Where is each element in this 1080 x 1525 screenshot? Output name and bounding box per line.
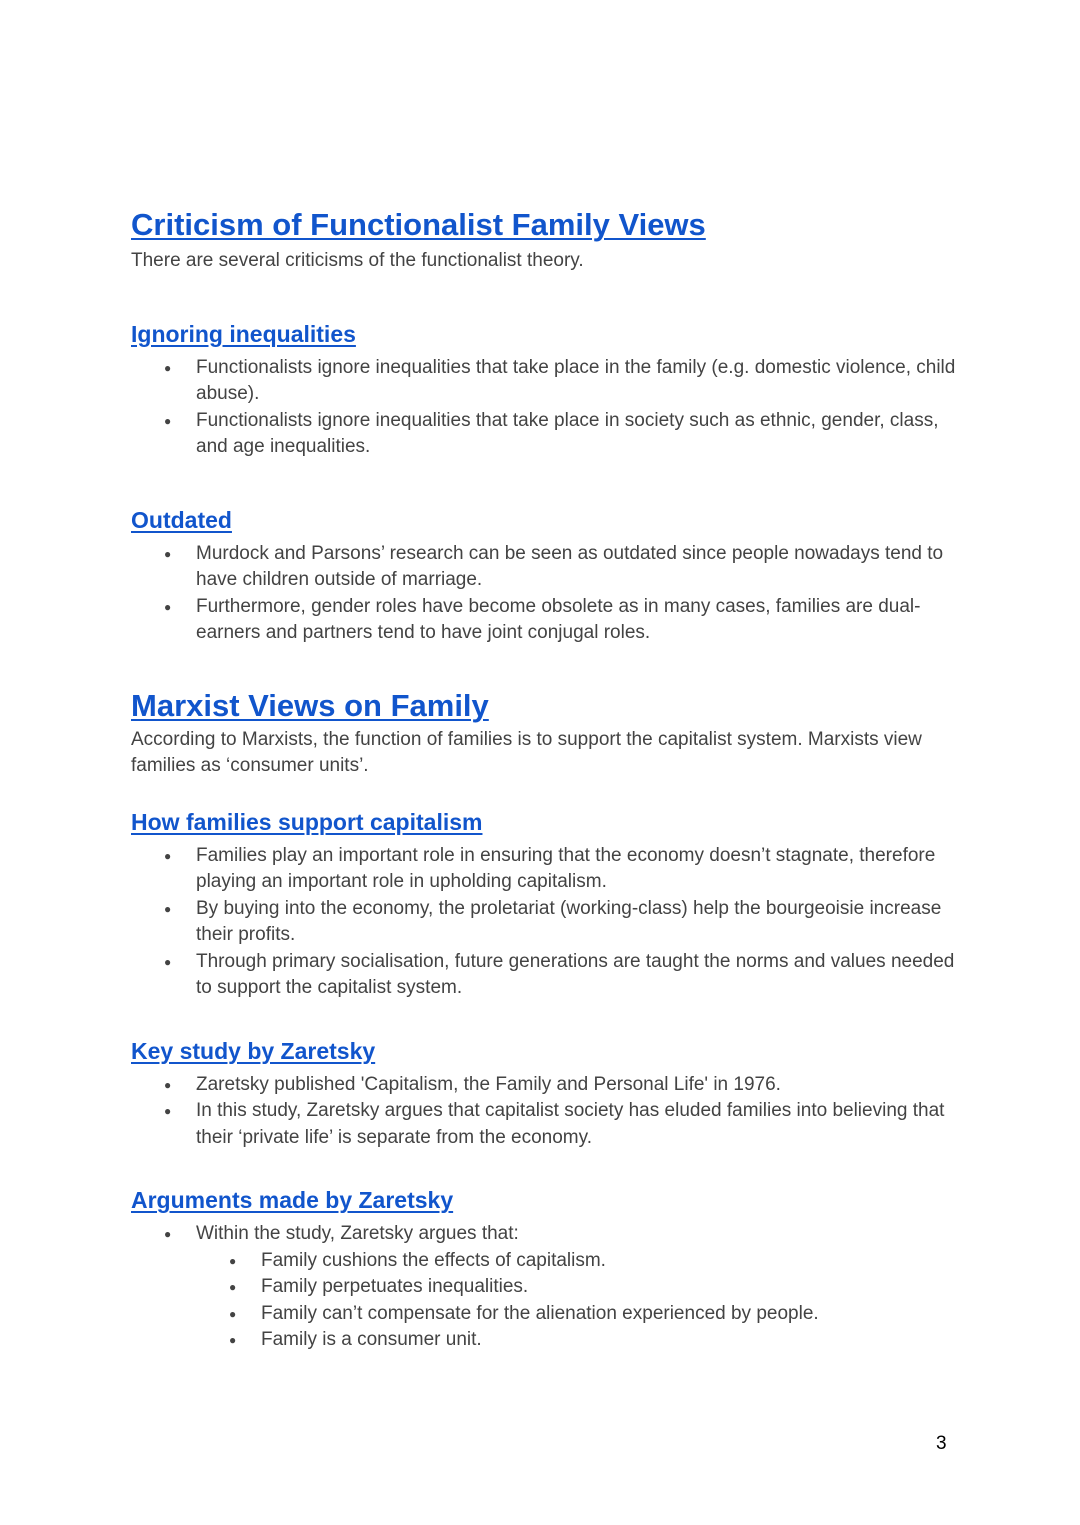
list-item: ● Functionalists ignore inequalities that take place in the family (e.g. domestic violence, child abuse). (131, 355, 961, 408)
bullet-list-key-study (131, 1072, 961, 1152)
list-item: ● Zaretsky published 'Capitalism, the Family and Personal Life' in 1976. (131, 1072, 961, 1099)
bullet-list-outdated (131, 541, 961, 647)
list-item: ● Furthermore, gender roles have become obsolete as in many cases, families are dual-earners and partners tend to have joint conjugal roles. (131, 594, 961, 647)
section-intro-marxist-views: According to Marxists, the function of families is to support the capitalist system. Marxists view families as ‘consumer units’. (131, 728, 922, 776)
section-intro-functionalist-criticism: There are several criticisms of the functionalist theory. (131, 250, 584, 271)
subheading-outdated: Outdated (131, 506, 232, 533)
list-item: ● Families play an important role in ensuring that the economy doesn’t stagnate, therefore playing an important role in upholding capitalism. (131, 843, 961, 896)
subheading-key-study-zaretsky: Key study by Zaretsky (131, 1037, 376, 1064)
subheading-how-families-support-capitalism: How families support capitalism (131, 808, 483, 835)
subheading-ignoring-inequalities: Ignoring inequalities (131, 320, 356, 347)
nested-bullet-list-arguments (196, 1248, 961, 1354)
list-item (131, 1221, 961, 1354)
bullet-list-support-capitalism (131, 843, 961, 1002)
bullet-list-ignoring-inequalities (131, 355, 961, 461)
list-item: ● By buying into the economy, the proletariat (working-class) help the bourgeoisie increase their profits. (131, 896, 961, 949)
nested-list-item: ● Family can’t compensate for the alienation experienced by people. (196, 1301, 961, 1328)
section-title-functionalist-criticism: Criticism of Functionalist Family Views (131, 207, 706, 242)
nested-list-item: ● Family cushions the effects of capitalism. (196, 1248, 961, 1275)
bullet-list-arguments (131, 1221, 961, 1354)
document-content (131, 206, 961, 1354)
list-item: ● Through primary socialisation, future generations are taught the norms and values needed to support the capitalist system. (131, 949, 961, 1002)
nested-list-item: ● Family is a consumer unit. (196, 1327, 961, 1354)
list-item: ● In this study, Zaretsky argues that capitalist society has eluded families into believing that their ‘private life’ is separate from the economy. (131, 1098, 961, 1151)
subheading-arguments-zaretsky: Arguments made by Zaretsky (131, 1187, 454, 1213)
page-number: 3 (936, 1433, 947, 1454)
list-item: ● Murdock and Parsons’ research can be seen as outdated since people nowadays tend to have children outside of marriage. (131, 541, 961, 594)
section-title-marxist-views: Marxist Views on Family (131, 687, 489, 723)
list-item: ● Functionalists ignore inequalities that take place in society such as ethnic, gender, class, and age inequalities. (131, 408, 961, 461)
nested-list-item: ● Family perpetuates inequalities. (196, 1274, 961, 1301)
list-item-lead: Within the study, Zaretsky argues that: (196, 1223, 519, 1244)
